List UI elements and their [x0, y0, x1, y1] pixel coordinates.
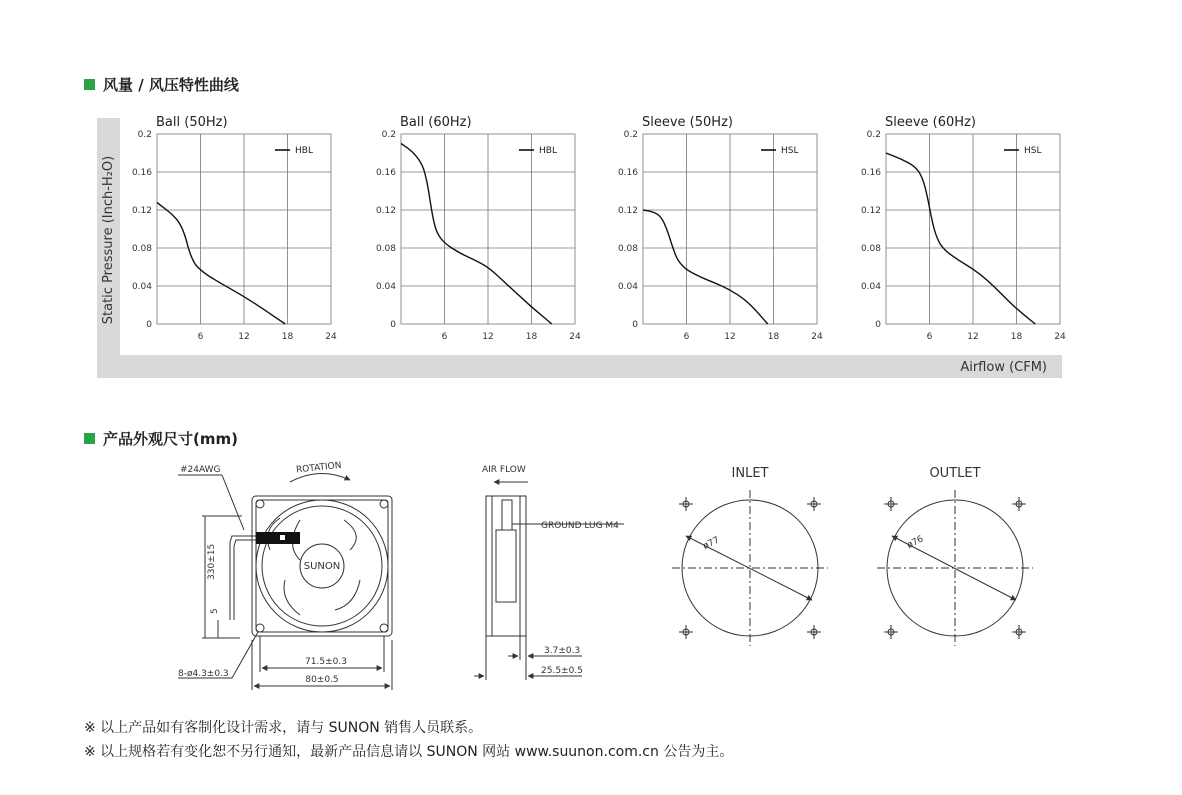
y-tick-label: 0.16: [131, 168, 152, 178]
x-tick-label: 24: [1054, 332, 1066, 342]
y-axis-label: Static Pressure (Inch-H₂O): [101, 155, 116, 325]
outlet-title: OUTLET: [929, 466, 981, 481]
wire-length-label: 330±15: [207, 543, 217, 580]
y-tick-label: 0: [875, 320, 881, 330]
section-title: 产品外观尺寸(mm): [103, 430, 238, 448]
dimension-drawings: [0, 450, 1182, 700]
x-tick-label: 6: [441, 332, 448, 342]
footnotes: [84, 716, 733, 764]
x-tick-label: 6: [683, 332, 690, 342]
x-axis-label: Airflow (CFM): [960, 360, 1047, 375]
y-tick-label: 0: [632, 320, 638, 330]
airflow-label: AIR FLOW: [482, 465, 526, 475]
x-tick-label: 6: [197, 332, 204, 342]
x-tick-label: 18: [1010, 332, 1023, 342]
series-line: [643, 210, 768, 324]
lug-dim-label: 3.7±0.3: [544, 646, 581, 656]
x-tick-label: 6: [926, 332, 933, 342]
legend-label: HSL: [1024, 146, 1042, 156]
chart-title: Sleeve (60Hz): [885, 115, 976, 130]
x-tick-label: 24: [811, 332, 823, 342]
frame-width-label: 80±0.5: [305, 675, 339, 685]
inlet-drawing: [672, 466, 828, 646]
x-tick-label: 18: [281, 332, 294, 342]
x-tick-label: 18: [767, 332, 780, 342]
y-tick-label: 0.2: [137, 130, 152, 140]
y-tick-label: 0.08: [617, 244, 638, 254]
series-line: [401, 144, 552, 325]
legend-label: HBL: [539, 146, 557, 156]
side-view-drawing: [474, 465, 624, 680]
wire-gauge-label: #24AWG: [180, 465, 221, 475]
x-tick-label: 12: [238, 332, 250, 342]
y-tick-label: 0.2: [623, 130, 638, 140]
y-tick-label: 0.16: [375, 168, 396, 178]
chart-title: Sleeve (50Hz): [642, 115, 733, 130]
section-title: 风量 / 风压特性曲线: [103, 76, 239, 94]
mount-hole-label: 8-ø4.3±0.3: [178, 669, 229, 679]
performance-charts: [0, 0, 1182, 390]
chart-title: Ball (60Hz): [400, 115, 472, 130]
x-tick-label: 24: [569, 332, 581, 342]
y-tick-label: 0.16: [617, 168, 638, 178]
inlet-diameter-label: ø77: [701, 535, 722, 552]
y-tick-label: 0.04: [860, 282, 881, 292]
hole-pitch-label: 71.5±0.3: [305, 657, 347, 667]
y-tick-label: 0: [390, 320, 396, 330]
series-line: [157, 202, 285, 324]
outlet-drawing: [877, 466, 1033, 646]
y-tick-label: 0.2: [866, 130, 881, 140]
x-tick-label: 18: [525, 332, 538, 342]
y-tick-label: 0.08: [375, 244, 396, 254]
y-tick-label: 0.04: [375, 282, 396, 292]
y-tick-label: 0.04: [617, 282, 638, 292]
footnote: ※ 以上规格若有变化恕不另行通知，最新产品信息请以 SUNON 网站 www.suunon.com.cn 公告为主。: [84, 744, 734, 760]
section-heading-dimensions: [84, 428, 238, 449]
y-tick-label: 0.08: [131, 244, 152, 254]
ground-lug-label: GROUND LUG M4: [541, 521, 619, 531]
brand-label: SUNON: [303, 561, 341, 572]
wire-strip-label: 5: [210, 608, 220, 614]
outlet-diameter-label: ø76: [905, 534, 926, 551]
chart-title: Ball (50Hz): [156, 115, 228, 130]
y-tick-label: 0.16: [860, 168, 881, 178]
y-tick-label: 0.04: [131, 282, 152, 292]
x-tick-label: 12: [967, 332, 979, 342]
legend-label: HBL: [295, 146, 313, 156]
x-tick-label: 12: [724, 332, 736, 342]
y-tick-label: 0: [146, 320, 152, 330]
green-square-icon: [84, 433, 95, 444]
y-tick-label: 0.08: [860, 244, 881, 254]
inlet-title: INLET: [731, 466, 769, 481]
series-line: [886, 153, 1035, 324]
y-tick-label: 0.12: [375, 206, 396, 216]
legend-label: HSL: [781, 146, 799, 156]
y-tick-label: 0.2: [381, 130, 396, 140]
y-tick-label: 0.12: [617, 206, 638, 216]
footnote: ※ 以上产品如有客制化设计需求，请与 SUNON 销售人员联系。: [84, 720, 483, 736]
x-tick-label: 12: [482, 332, 494, 342]
thickness-label: 25.5±0.5: [541, 666, 583, 676]
y-tick-label: 0.12: [860, 206, 881, 216]
x-axis-band: [97, 355, 1062, 378]
rotation-label: ROTATION: [295, 460, 342, 476]
y-tick-label: 0.12: [131, 206, 152, 216]
x-tick-label: 24: [325, 332, 337, 342]
front-view-drawing: [178, 461, 392, 690]
